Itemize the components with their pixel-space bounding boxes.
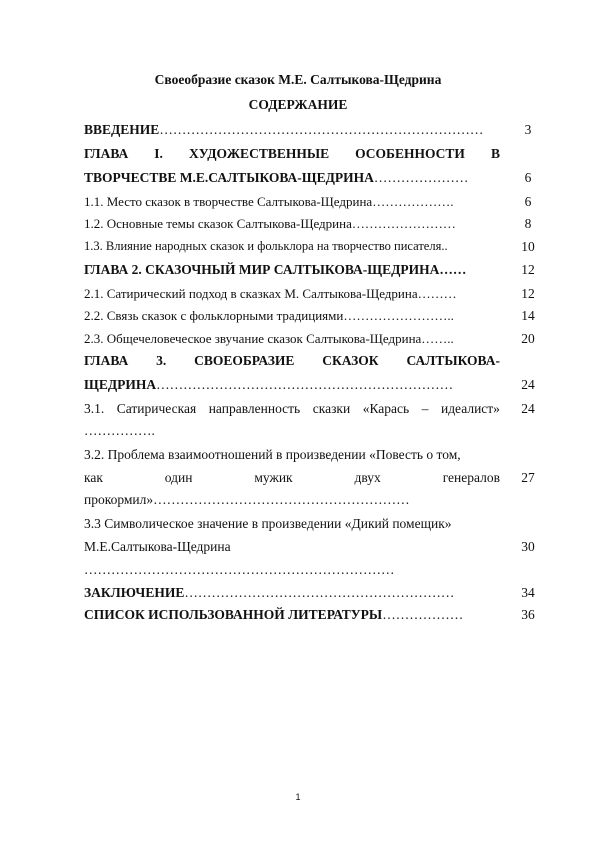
toc-word: генералов	[442, 470, 500, 485]
toc-word: Сатирическая	[116, 401, 197, 416]
toc-entry-2-1[interactable]	[84, 286, 500, 302]
toc-word: САЛТЫКОВА-	[406, 353, 500, 368]
toc-word: –	[421, 401, 429, 416]
toc-entry-label: 1.1. Место сказок в творчестве Салтыкова-Щедрина	[84, 194, 373, 209]
toc-word: 3.1.	[84, 401, 105, 416]
toc-entry-3-3[interactable]	[84, 516, 500, 532]
toc-entry-bibliography[interactable]	[84, 607, 500, 623]
toc-entry-chapter-1-cont[interactable]	[84, 170, 500, 186]
toc-page-number: 6	[524, 170, 532, 185]
toc-entry-3-1-cont[interactable]	[84, 423, 500, 439]
toc-entry-3-2-cont[interactable]	[84, 470, 500, 486]
toc-entry-label: М.Е.Салтыкова-Щедрина	[84, 539, 231, 554]
toc-word: ХУДОЖЕСТВЕННЫЕ	[188, 146, 330, 161]
toc-entry-chapter-3-cont[interactable]	[84, 377, 500, 393]
toc-entry-3-3-end[interactable]	[84, 562, 500, 578]
document-title: Своеобразие сказок М.Е. Салтыкова-Щедрина	[154, 72, 442, 87]
toc-word: как	[84, 470, 103, 485]
toc-word: двух	[354, 470, 381, 485]
toc-page-number: 6	[524, 194, 532, 209]
leader-dots: ……………………………………………………	[184, 585, 455, 600]
toc-page-number: 12	[521, 286, 535, 301]
toc-page-number: 10	[521, 239, 535, 254]
toc-entry-1-3[interactable]	[84, 239, 500, 254]
toc-entry-label: ТВОРЧЕСТВЕ М.Е.САЛТЫКОВА-ЩЕДРИНА	[84, 170, 374, 185]
toc-entry-3-1[interactable]	[84, 401, 500, 417]
toc-entry-chapter-1[interactable]	[84, 146, 500, 162]
leader-dots: ………………………………………………………………	[159, 122, 484, 137]
toc-entry-label: прокормил»…………………………………………………	[84, 492, 410, 507]
toc-entry-label: 1.2. Основные темы сказок Салтыкова-Щедрина	[84, 216, 352, 231]
toc-page-number: 24	[521, 401, 535, 416]
toc-page-number: 30	[521, 539, 535, 554]
toc-word: СВОЕОБРАЗИЕ	[194, 353, 295, 368]
toc-entry-2-2[interactable]	[84, 308, 500, 324]
toc-word: ОСОБЕННОСТИ	[355, 146, 465, 161]
toc-word: ГЛАВА	[84, 353, 129, 368]
toc-entry-intro[interactable]	[84, 122, 500, 138]
leader-dots: ………………	[382, 607, 464, 622]
toc-page-number: 12	[521, 262, 535, 277]
toc-word: СКАЗОК	[322, 353, 379, 368]
toc-entry-label: СПИСОК ИСПОЛЬЗОВАННОЙ ЛИТЕРАТУРЫ	[84, 607, 383, 622]
toc-entry-conclusion[interactable]	[84, 585, 500, 601]
toc-page-number: 24	[521, 377, 535, 392]
toc-page-number: 34	[521, 585, 535, 600]
toc-entry-1-1[interactable]	[84, 194, 500, 210]
toc-entry-label: 2.2. Связь сказок с фольклорными традициями……………………..	[84, 308, 454, 323]
toc-word: 3.	[156, 353, 167, 368]
toc-entry-3-3-cont[interactable]	[84, 539, 500, 555]
toc-page-number: 27	[521, 470, 535, 485]
toc-page-number: 3	[524, 122, 532, 137]
toc-word: направленность	[208, 401, 301, 416]
toc-entry-3-2-end[interactable]	[84, 492, 500, 508]
toc-entry-chapter-3[interactable]	[84, 353, 500, 369]
toc-word: ГЛАВА	[84, 146, 129, 161]
toc-page-number: 20	[521, 331, 535, 346]
toc-entry-label: 2.3. Общечеловеческое звучание сказок Салтыкова-Щедрина……..	[84, 331, 454, 346]
toc-entry-3-2[interactable]	[84, 447, 500, 463]
toc-entry-label: ЩЕДРИНА	[84, 377, 157, 392]
toc-entry-label: ЗАКЛЮЧЕНИЕ	[84, 585, 185, 600]
toc-word: мужик	[254, 470, 293, 485]
toc-page-number: 36	[521, 607, 535, 622]
toc-page-number: 8	[524, 216, 532, 231]
toc-word: I.	[154, 146, 163, 161]
leader-dots: …………………………………………………………	[156, 377, 454, 392]
toc-word: один	[164, 470, 193, 485]
toc-entry-label: ВВЕДЕНИЕ	[84, 122, 160, 137]
toc-page-number: 14	[521, 308, 535, 323]
toc-entry-label: ГЛАВА 2. СКАЗОЧНЫЙ МИР САЛТЫКОВА-ЩЕДРИНА……	[84, 262, 467, 277]
toc-entry-2-3[interactable]	[84, 331, 500, 347]
toc-entry-label: 3.3 Символическое значение в произведении «Дикий помещик»	[84, 516, 452, 531]
toc-word: сказки	[312, 401, 351, 416]
leader-dots: ……………………	[351, 216, 456, 231]
toc-entry-1-2[interactable]	[84, 216, 500, 232]
leader-dots: …………….	[84, 423, 155, 438]
toc-heading: СОДЕРЖАНИЕ	[248, 97, 348, 112]
toc-word: идеалист»	[440, 401, 500, 416]
toc-entry-label: 1.3. Влияние народных сказок и фольклора на творчество писателя..	[84, 239, 448, 253]
leader-dots: ……………….	[372, 194, 454, 209]
leader-dots: ……………………………………………………………	[84, 562, 395, 577]
toc-word: «Карась	[362, 401, 410, 416]
toc-entry-label: 3.2. Проблема взаимоотношений в произведении «Повесть о том,	[84, 447, 461, 462]
toc-entry-label: 2.1. Сатирический подход в сказках М. Салтыкова-Щедрина………	[84, 286, 457, 301]
page-number: 1	[295, 792, 301, 802]
toc-word: В	[490, 146, 500, 161]
toc-entry-chapter-2[interactable]	[84, 262, 500, 278]
leader-dots: …………………	[373, 170, 469, 185]
